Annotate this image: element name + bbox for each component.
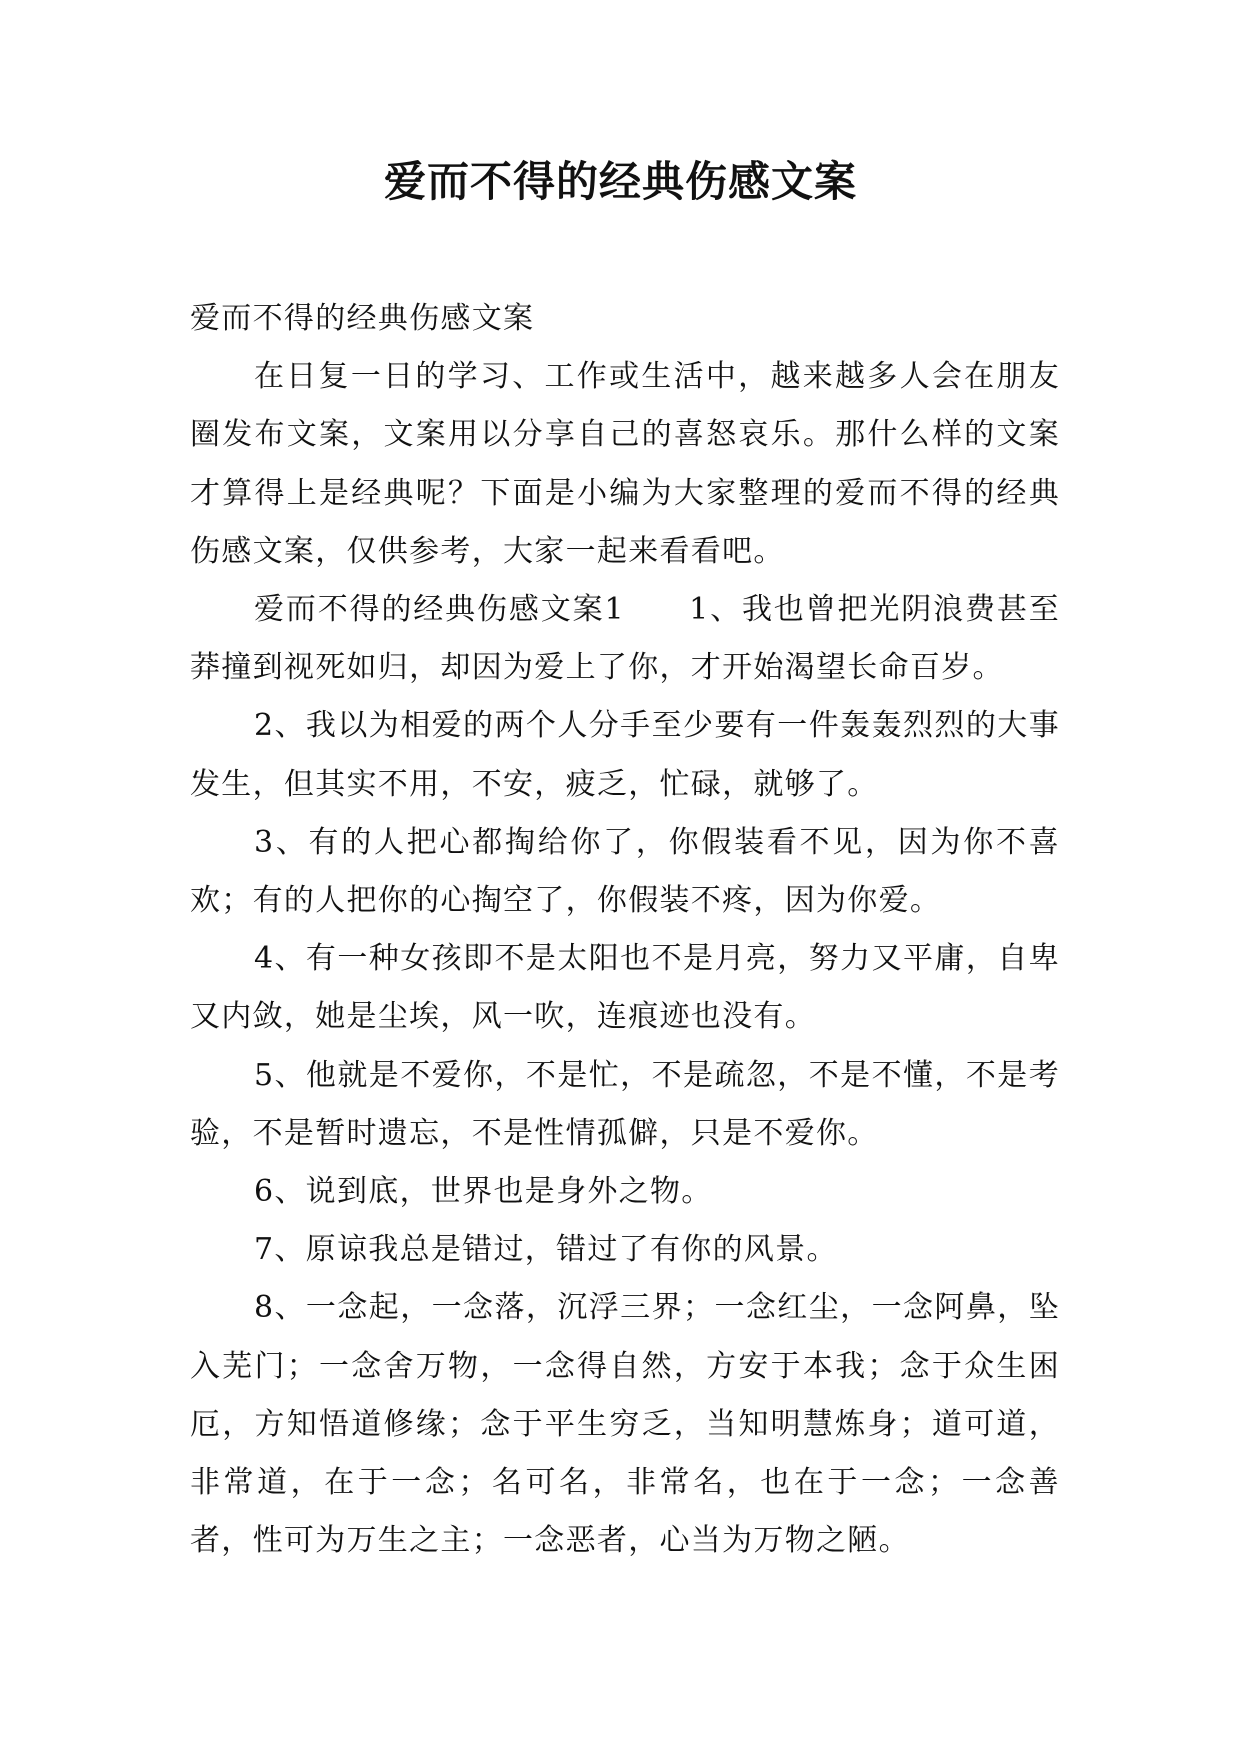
- quote-paragraph-8: 8、一念起，一念落，沉浮三界；一念红尘，一念阿鼻，坠入芜门；一念舍万物，一念得自然，方安于本我；念于众生困厄，方知悟道修缘；念于平生穷乏，当知明慧炼身；道可道，非常道，在于一念；名可名，非常名，也在于一念；一念善者，性可为万生之主；一念恶者，心当为万物之陋。: [190, 1290, 1060, 1559]
- section-heading-paragraph: 爱而不得的经典伤感文案1 1、我也曾把光阴浪费甚至莽撞到视死如归，却因为爱上了你，才开始渴望长命百岁。: [190, 592, 1060, 686]
- quote-paragraph-6: 6、说到底，世界也是身外之物。: [254, 1174, 713, 1210]
- document-body: [190, 290, 1060, 1570]
- quote-paragraph-2: 2、我以为相爱的两个人分手至少要有一件轰轰烈烈的大事发生，但其实不用，不安，疲乏，忙碌，就够了。: [190, 708, 1060, 802]
- intro-paragraph: 在日复一日的学习、工作或生活中，越来越多人会在朋友圈发布文案，文案用以分享自己的喜怒哀乐。那什么样的文案才算得上是经典呢？下面是小编为大家整理的爱而不得的经典伤感文案，仅供参考，大家一起来看看吧。: [190, 359, 1060, 569]
- quote-paragraph-4: 4、有一种女孩即不是太阳也不是月亮，努力又平庸，自卑又内敛，她是尘埃，风一吹，连痕迹也没有。: [190, 941, 1060, 1035]
- quote-paragraph-3: 3、有的人把心都掏给你了，你假装看不见，因为你不喜欢；有的人把你的心掏空了，你假装不疼，因为你爱。: [190, 824, 1060, 919]
- subtitle-paragraph: 爱而不得的经典伤感文案: [190, 301, 535, 336]
- document-title: 爱而不得的经典伤感文案: [383, 157, 857, 206]
- quote-paragraph-5: 5、他就是不爱你，不是忙，不是疏忽，不是不懂，不是考验，不是暂时遗忘，不是性情孤僻，只是不爱你。: [190, 1057, 1060, 1151]
- quote-paragraph-7: 7、原谅我总是错过，错过了有你的风景。: [254, 1232, 838, 1268]
